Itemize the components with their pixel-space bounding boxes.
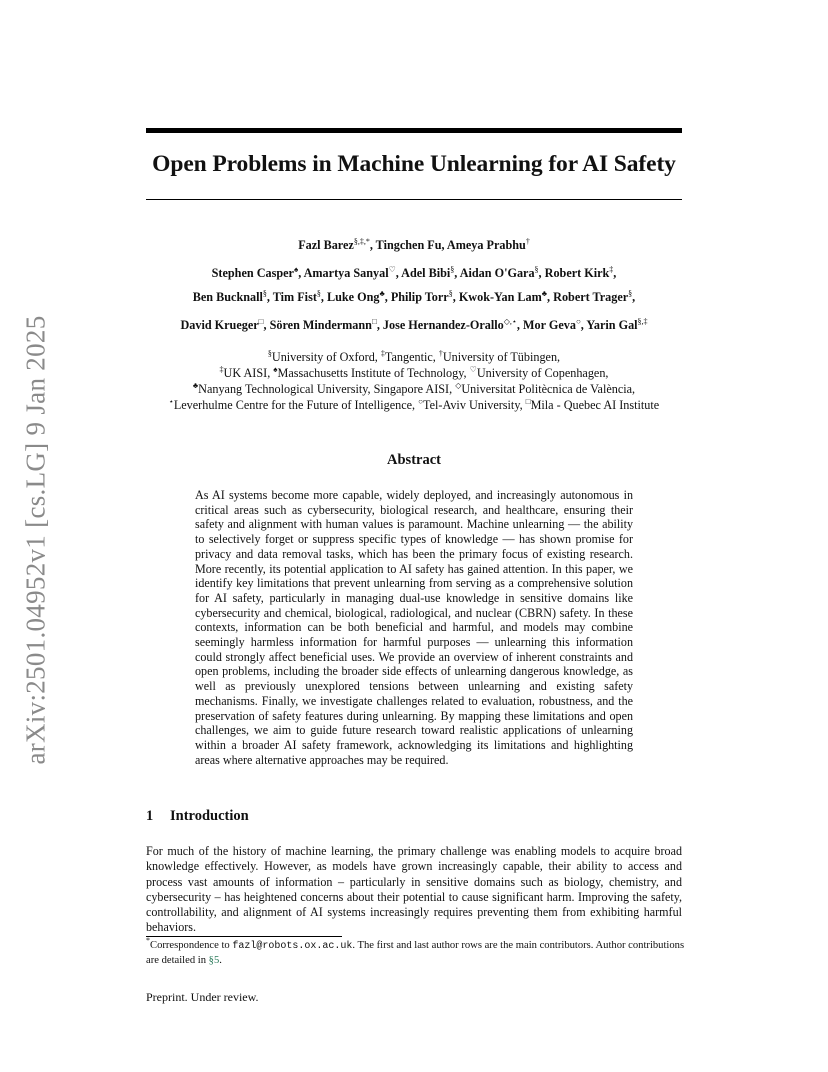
author-name: , Amartya Sanyal bbox=[298, 266, 389, 280]
title-bottom-rule bbox=[146, 199, 682, 200]
author-mark: □ bbox=[258, 317, 264, 326]
affiliation-mark: ‡ bbox=[380, 349, 385, 358]
author-mark: § bbox=[448, 289, 453, 298]
footnote-rule bbox=[146, 936, 342, 937]
footnote-mark: * bbox=[146, 936, 150, 945]
affiliation-mark: ♠ bbox=[273, 365, 278, 374]
affiliation-name: Nanyang Technological University, Singapore AISI, bbox=[198, 382, 456, 396]
author-mark: § bbox=[628, 289, 633, 298]
abstract-heading: Abstract bbox=[387, 452, 441, 468]
author-row-4 bbox=[100, 318, 728, 333]
title-top-rule bbox=[146, 128, 682, 133]
author-mark: § bbox=[316, 289, 321, 298]
affiliation-mark: □ bbox=[525, 397, 531, 406]
author-mark: ‡ bbox=[609, 265, 614, 274]
affiliation-name: University of Oxford, bbox=[271, 350, 381, 364]
affiliation-name: Massachusetts Institute of Technology, bbox=[277, 366, 470, 380]
author-name: Ben Bucknall bbox=[192, 290, 263, 304]
affiliation-name: UK AISI, bbox=[223, 366, 274, 380]
author-row-2 bbox=[100, 266, 728, 281]
affiliation-line-1 bbox=[90, 350, 738, 365]
author-mark: §,‡ bbox=[637, 317, 648, 326]
author-separator: , bbox=[613, 266, 617, 280]
author-name: , Kwok-Yan Lam bbox=[452, 290, 542, 304]
arxiv-identifier-text: arXiv:2501.04952v1 [cs.LG] 9 Jan 2025 bbox=[20, 315, 51, 765]
author-mark: § bbox=[534, 265, 539, 274]
section-title: Introduction bbox=[170, 808, 249, 824]
author-mark: ◇,⋆ bbox=[503, 317, 517, 326]
introduction-paragraph: For much of the history of machine learning, the primary challenge was enabling models to acquire broad knowledge effectively. However, as models have grown increasingly capable, their ability to access and process vast amounts of information – particularly in sensitive domains such as biology, chemistry, and cybersecurity – has heightened concerns about their potential to cause significant harm. Improving the safety, controllability, and alignment of AI systems increasingly requires preventing them from exhibiting harmful behaviors. bbox=[146, 844, 682, 935]
affiliation-line-3 bbox=[90, 382, 738, 397]
author-mark: □ bbox=[371, 317, 377, 326]
abstract-text: As AI systems become more capable, widely deployed, and increasingly autonomous in critical areas such as cybersecurity, biological research, and healthcare, ensuring their safety and alignment with human values is paramount. Machine unlearning — the ability to selectively forget or suppress specific types of knowledge — has shown promise for privacy and data removal tasks, which has been the primary focus of existing research. More recently, its potential application to AI safety has gained attention. In this paper, we identify key limitations that prevent unlearning from serving as a comprehensive solution for AI safety, particularly in managing dual-use knowledge in sensitive domains like cybersecurity and chemical, biological, radiological, and nuclear (CBRN) safety. In these contexts, information can be both beneficial and harmful, and models may combine seemingly harmless information for harmful purposes — unlearning this information could strongly affect beneficial uses. We provide an overview of inherent constraints and open problems, including the broader side effects of unlearning dangerous knowledge, as well as previously unexplored tensions between unlearning and existing safety mechanisms. Finally, we investigate challenges related to evaluation, robustness, and the preservation of safety features during unlearning. By mapping these limitations and open challenges, we aim to guide future research toward realistic applications of unlearning within a broader AI safety framework, acknowledging its limitations and highlighting areas where alternative approaches may be required. bbox=[195, 488, 633, 767]
section-reference-link[interactable]: §5 bbox=[208, 954, 220, 966]
affiliation-name: University of Copenhagen, bbox=[476, 366, 609, 380]
affiliation-name: Mila - Quebec AI Institute bbox=[530, 398, 660, 412]
author-mark: ○ bbox=[575, 317, 581, 326]
author-name: , Robert Kirk bbox=[538, 266, 610, 280]
paper-title: Open Problems in Machine Unlearning for AI Safety bbox=[152, 151, 676, 177]
affiliation-mark: ♣ bbox=[192, 381, 199, 390]
author-row-1 bbox=[100, 238, 728, 253]
author-mark: ♣ bbox=[379, 289, 385, 298]
preprint-notice: Preprint. Under review. bbox=[146, 990, 259, 1004]
affiliation-mark: ‡ bbox=[219, 365, 224, 374]
author-name: , Aidan O'Gara bbox=[454, 266, 535, 280]
author-mark: § bbox=[262, 289, 267, 298]
affiliation-line-2 bbox=[90, 366, 738, 381]
affiliation-mark: ◇ bbox=[455, 381, 462, 390]
author-mark: ♡ bbox=[388, 265, 396, 274]
author-name: , Tingchen Fu, Ameya Prabhu bbox=[369, 238, 526, 252]
correspondence-email-link[interactable]: fazl@robots.ox.ac.uk bbox=[232, 941, 353, 952]
affiliation-name: Tangentic, bbox=[384, 350, 439, 364]
author-name: , Adel Bibi bbox=[395, 266, 451, 280]
correspondence-footnote bbox=[146, 936, 688, 968]
footnote-text: Correspondence to bbox=[150, 940, 233, 951]
affiliation-mark: § bbox=[267, 349, 272, 358]
author-name: Fazl Barez bbox=[298, 238, 354, 252]
affiliation-mark: † bbox=[438, 349, 443, 358]
affiliation-name: Universitat Politècnica de València, bbox=[461, 382, 636, 396]
author-name: , Jose Hernandez-Orallo bbox=[376, 318, 504, 332]
footnote-text: . The first and last author rows are the main contributors. Author contributions are detailed in bbox=[146, 940, 685, 966]
author-row-3 bbox=[100, 290, 728, 305]
affiliation-mark: ⋆ bbox=[168, 397, 174, 406]
author-separator: , bbox=[632, 290, 636, 304]
author-name: , Tim Fist bbox=[266, 290, 317, 304]
affiliation-name: Leverhulme Centre for the Future of Intelligence, bbox=[173, 398, 419, 412]
affiliation-name: Tel-Aviv University, bbox=[423, 398, 526, 412]
author-name: , Philip Torr bbox=[384, 290, 449, 304]
author-name: , Yarin Gal bbox=[580, 318, 638, 332]
author-mark: ♣ bbox=[541, 289, 548, 298]
author-name: , Mor Geva bbox=[516, 318, 576, 332]
author-name: , Luke Ong bbox=[320, 290, 380, 304]
affiliation-mark: ♡ bbox=[469, 365, 477, 374]
section-number: 1 bbox=[146, 808, 154, 824]
affiliation-name: University of Tübingen, bbox=[442, 350, 561, 364]
author-name: , Sören Mindermann bbox=[263, 318, 372, 332]
affiliation-line-4 bbox=[90, 398, 738, 413]
author-name: David Krueger bbox=[180, 318, 259, 332]
author-mark: ♠ bbox=[293, 265, 299, 274]
author-mark: §,‡,* bbox=[353, 237, 370, 246]
affiliation-mark: ○ bbox=[418, 397, 423, 406]
author-name: Stephen Casper bbox=[211, 266, 294, 280]
section-heading-introduction bbox=[146, 808, 249, 825]
author-mark: § bbox=[450, 265, 455, 274]
author-mark: † bbox=[525, 237, 530, 246]
author-name: , Robert Trager bbox=[547, 290, 629, 304]
footnote-text: . bbox=[219, 954, 222, 966]
